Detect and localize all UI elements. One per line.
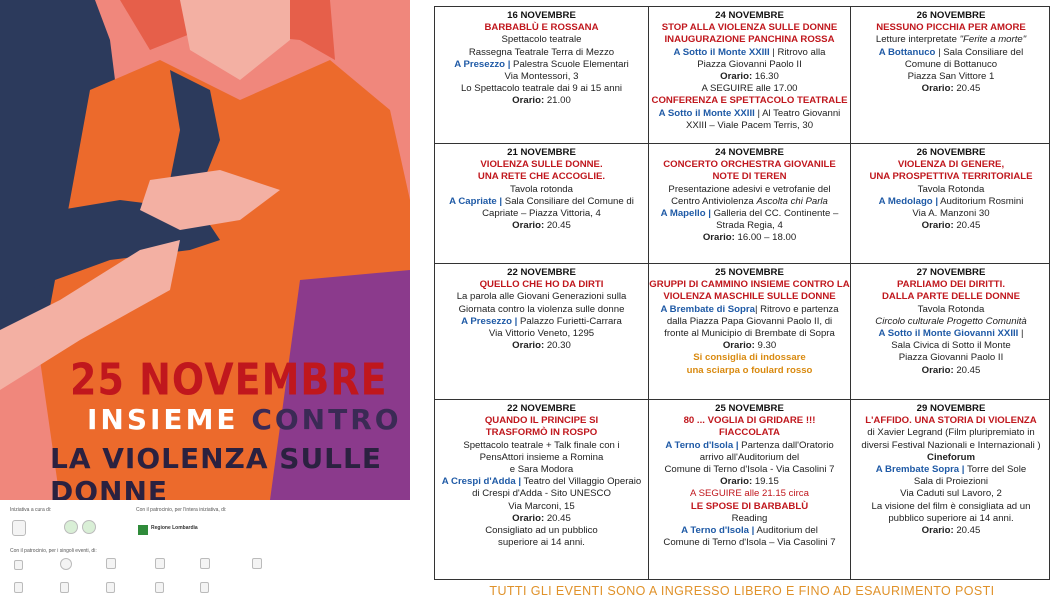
time-value: 16.00 – 18.00 (734, 232, 797, 244)
crest-icon (200, 558, 210, 569)
event-location: A Brembate Sopra | (875, 464, 965, 476)
event-line: Presentazione adesivi e vetrofanie del (668, 183, 831, 195)
regione-name: Regione Lombardia (151, 525, 198, 531)
time-value: 20.45 (953, 220, 981, 232)
time-label: Orario: (720, 476, 753, 488)
event-title: INAUGURAZIONE PANCHINA ROSSA (664, 34, 835, 46)
event-line: La visione del film è consigliata ad un (871, 500, 1031, 512)
time-value: 16.30 (752, 71, 779, 83)
event-line: Tavola Rotonda (917, 183, 985, 195)
logo-icon (60, 558, 72, 570)
event-location-line (649, 108, 850, 120)
crest-icon (155, 558, 165, 569)
time-value: 20.45 (953, 364, 981, 376)
event-date: 25 NOVEMBRE (715, 267, 784, 278)
crest-icon (60, 582, 69, 593)
event-line: Piazza Giovanni Paolo II (898, 352, 1004, 364)
event-time (649, 340, 850, 352)
event-title: BARBABLÙ E ROSSANA (484, 22, 599, 34)
event-title: QUANDO IL PRINCIPE SI (484, 415, 599, 427)
event-line-text: Centro Antiviolenza (671, 195, 757, 207)
event-line: pubblico superiore ai 14 anni. (888, 512, 1014, 524)
time-label: Orario: (720, 71, 753, 83)
event-title: VIOLENZA DI GENERE, (897, 159, 1005, 171)
time-value: 21.00 (544, 95, 571, 107)
event-line: Capriate – Piazza Vittoria, 4 (482, 208, 601, 220)
time-label: Orario: (512, 95, 545, 107)
event-line: Giornata contro la violenza sulle donne (458, 303, 625, 315)
event-line: Tavola Rotonda (917, 303, 985, 315)
time-label: Orario: (921, 364, 954, 376)
poster-title-date: 25 NOVEMBRE (70, 354, 388, 405)
event-date: 26 NOVEMBRE (916, 10, 986, 21)
event-location-line (649, 525, 850, 537)
event-line: fronte al Municipio di Brembate di Sopra (664, 328, 835, 340)
event-cell (435, 400, 648, 581)
event-line: Rassegna Teatrale Terra di Mezzo (468, 46, 615, 58)
event-location-line (435, 196, 648, 208)
event-location: A Mapello | (660, 208, 711, 220)
event-note: una sciarpa o foulard rosso (686, 364, 813, 376)
time-label: Orario: (921, 525, 954, 537)
event-line (851, 34, 1051, 46)
time-label: Orario: (722, 340, 755, 352)
event-cell (649, 144, 850, 263)
time-label: Orario: (512, 340, 545, 352)
event-time (649, 476, 850, 488)
event-line: | (1018, 328, 1024, 340)
event-line: dalla Piazza Papa Giovanni Paolo II, di (666, 315, 833, 327)
event-time (435, 220, 648, 232)
event-time (851, 220, 1051, 232)
event-line: | Ritrovo alla (769, 46, 826, 58)
event-location-line (435, 316, 648, 328)
event-title: CONFERENZA E SPETTACOLO TEATRALE (651, 95, 848, 107)
event-time (851, 83, 1051, 95)
time-value: 20.45 (953, 83, 981, 95)
event-line: Comune di Terno d'Isola – Via Casolini 7 (663, 537, 836, 549)
event-location: A Brembate di Sopra (660, 303, 755, 315)
event-cell (851, 400, 1051, 581)
event-line: Torre del Sole (964, 464, 1027, 476)
crest-icon (155, 582, 164, 593)
event-time (435, 95, 648, 107)
crest-icon (106, 582, 115, 593)
event-title: NOTE DI TEREN (712, 171, 787, 183)
event-location: A Sotto il Monte XXIII (658, 107, 755, 119)
event-line: Comune di Bottanuco (904, 58, 998, 70)
event-line: Sala di Proiezioni (913, 476, 989, 488)
logo-icon (82, 520, 96, 534)
event-note: Si consiglia di indossare (693, 352, 806, 364)
event-date: 24 NOVEMBRE (715, 147, 784, 158)
event-date: 24 NOVEMBRE (715, 10, 784, 21)
footer-notice: TUTTI GLI EVENTI SONO A INGRESSO LIBERO E FINO AD ESAURIMENTO POSTI (489, 584, 995, 598)
event-line-italic: "Ferite a morte" (959, 34, 1027, 46)
event-line: Sala Civica di Sotto il Monte (891, 340, 1011, 352)
event-line: Lo Spettacolo teatrale dai 9 ai 15 anni (460, 83, 623, 95)
poster-line2-part1: INSIEME (87, 403, 252, 436)
event-date: 22 NOVEMBRE (507, 267, 576, 278)
event-line: Via Marconi, 15 (508, 500, 575, 512)
time-value: 19.15 (752, 476, 779, 488)
time-value: 20.45 (544, 512, 571, 524)
event-time (435, 513, 648, 525)
poster-title-line2 (87, 403, 402, 436)
event-title: 80 ... VOGLIA DI GRIDARE !!! (683, 415, 816, 427)
event-cell (435, 7, 648, 143)
event-location: A Sotto il Monte Giovanni XXIII (878, 328, 1019, 340)
event-title: GRUPPI DI CAMMINO INSIEME CONTRO LA (649, 279, 850, 291)
event-line: Auditorium Rosmini (938, 195, 1024, 207)
event-location-line (435, 59, 648, 71)
time-label: Orario: (921, 83, 954, 95)
event-location: A Terno d'Isola | (665, 439, 739, 451)
event-line: Cineforum (927, 451, 975, 463)
event-line: Galleria del CC. Continente – (710, 208, 839, 220)
events-table (434, 6, 1050, 580)
event-title: LE SPOSE DI BARBABLÙ (690, 500, 809, 512)
event-line: Sala Consiliare del Comune di (502, 195, 634, 207)
event-line: A SEGUIRE alle 17.00 (701, 83, 798, 95)
event-location-line (435, 476, 648, 488)
event-line: La parola alle Giovani Generazioni sulla (456, 291, 627, 303)
event-line: Via A. Manzoni 30 (912, 208, 990, 220)
event-line: superiore ai 14 anni. (498, 537, 585, 549)
event-date: 22 NOVEMBRE (507, 403, 576, 414)
event-location-line (649, 440, 850, 452)
crest-icon (14, 582, 23, 593)
event-line: | Ritrovo e partenza (754, 303, 839, 315)
event-location-line (851, 328, 1051, 340)
event-cell (649, 7, 850, 143)
time-value: 20.45 (544, 220, 571, 232)
event-line-italic: Ascolta chi Parla (756, 195, 828, 207)
time-value: 9.30 (754, 340, 777, 352)
crest-icon (12, 520, 26, 536)
event-line: di Crespi d'Adda - Sito UNESCO (472, 488, 611, 500)
event-cell (851, 264, 1051, 399)
event-title: NESSUNO PICCHIA PER AMORE (876, 22, 1026, 34)
time-label: Orario: (702, 232, 735, 244)
event-location-line (649, 47, 850, 59)
event-date: 21 NOVEMBRE (507, 147, 576, 158)
time-value: 20.45 (953, 525, 981, 537)
event-line (649, 196, 850, 208)
event-time (649, 71, 850, 83)
event-title: L'AFFIDO. UNA STORIA DI VIOLENZA (865, 415, 1037, 427)
event-line: Piazza Giovanni Paolo II (697, 58, 802, 70)
event-location-line (851, 464, 1051, 476)
event-line: | Sala Consiliare del (935, 46, 1024, 58)
event-line: e Sara Modora (509, 464, 574, 476)
event-title: VIOLENZA MASCHILE SULLE DONNE (663, 291, 836, 303)
event-line: Strada Regia, 4 (716, 220, 783, 232)
event-line: Piazza San Vittore 1 (907, 71, 995, 83)
event-cell (851, 7, 1051, 143)
event-location: A Crespi d'Adda | (441, 476, 522, 488)
event-location: A Presezzo | (461, 315, 518, 327)
crest-icon (200, 582, 209, 593)
event-time (435, 340, 648, 352)
event-location-line (649, 208, 850, 220)
event-date: 27 NOVEMBRE (916, 267, 986, 278)
event-location-line (649, 304, 850, 316)
event-line: PensAttori insieme a Romina (479, 451, 604, 463)
event-title: STOP ALLA VIOLENZA SULLE DONNE (661, 22, 838, 34)
event-title: FIACCOLATA (719, 427, 780, 439)
event-location: A Capriate | (449, 195, 503, 207)
event-line: Partenza dall'Oratorio (738, 439, 834, 451)
event-date: 16 NOVEMBRE (507, 10, 576, 21)
event-cell (851, 144, 1051, 263)
time-label: Orario: (512, 512, 545, 524)
event-cell (649, 400, 850, 581)
event-location-line (851, 196, 1051, 208)
event-location-line (851, 47, 1051, 59)
event-location: A Terno d'Isola | (681, 525, 755, 537)
event-cell (649, 264, 850, 399)
event-line: Reading (731, 512, 768, 524)
event-line: Spettacolo teatrale (501, 34, 582, 46)
crest-icon (252, 558, 262, 569)
sponsor-logos (0, 500, 420, 604)
event-location: A Bottanuco (878, 46, 936, 58)
event-line: A SEGUIRE alle 21.15 circa (690, 488, 809, 500)
sponsor-label-curated: Iniziativa a cura di: (10, 507, 52, 513)
sponsor-label-patronage: Con il patrocinio, per l'intera iniziativa, di: (136, 507, 227, 513)
crest-icon (106, 558, 116, 569)
event-line: Teatro del Villaggio Operaio (521, 476, 642, 488)
event-line: Auditorium del (754, 525, 818, 537)
event-title: UNA PROSPETTIVA TERRITORIALE (869, 171, 1033, 183)
event-location: A Sotto il Monte XXIII (673, 46, 770, 58)
event-line: diversi Festival Nazionali e Internazionali ) (861, 439, 1041, 451)
event-line: Consigliato ad un pubblico (485, 525, 598, 537)
event-time (851, 525, 1051, 537)
event-date: 26 NOVEMBRE (916, 147, 986, 158)
event-title: PARLIAMO DEI DIRITTI. (896, 279, 1005, 291)
event-date: 25 NOVEMBRE (715, 403, 784, 414)
event-line: Spettacolo teatrale + Talk finale con i (463, 439, 620, 451)
event-line: Via Vittorio Veneto, 1295 (488, 328, 595, 340)
event-line: Via Montessori, 3 (504, 71, 579, 83)
event-line: | Al Teatro Giovanni (754, 107, 841, 119)
time-label: Orario: (512, 220, 545, 232)
event-cell (435, 144, 648, 263)
event-line: XXIII – Viale Pacem Terris, 30 (685, 119, 814, 131)
event-title: QUELLO CHE HO DA DIRTI (479, 279, 604, 291)
event-date: 29 NOVEMBRE (916, 403, 986, 414)
event-line: arrivo all'Auditorium del (699, 451, 800, 463)
event-cell (435, 264, 648, 399)
event-title: UNA RETE CHE ACCOGLIE. (477, 171, 606, 183)
event-title: DALLA PARTE DELLE DONNE (881, 291, 1021, 303)
event-location: A Presezzo | (454, 58, 511, 70)
event-time (649, 232, 850, 244)
event-line: Circolo culturale Progetto Comunità (875, 315, 1027, 327)
event-line-text: Letture interpretate (875, 34, 960, 46)
event-line: Palazzo Furietti-Carrara (517, 315, 622, 327)
event-title: TRASFORMÒ IN ROSPO (485, 427, 598, 439)
regione-logo-icon (138, 525, 148, 535)
time-value: 20.30 (544, 340, 571, 352)
event-time (851, 365, 1051, 377)
event-location: A Medolago | (878, 195, 939, 207)
crest-icon (14, 560, 23, 570)
poster-image (0, 0, 410, 500)
poster-line2-part2: CONTRO (251, 403, 402, 436)
logo-icon (64, 520, 78, 534)
event-title: VIOLENZA SULLE DONNE. (480, 159, 603, 171)
time-label: Orario: (921, 220, 954, 232)
sponsor-label-events: Con il patrocinio, per i singoli eventi, di: (10, 548, 97, 554)
event-title: CONCERTO ORCHESTRA GIOVANILE (663, 159, 836, 171)
event-line: Palestra Scuole Elementari (510, 58, 629, 70)
event-line: Comune di Terno d'Isola - Via Casolini 7 (664, 464, 835, 476)
poster-title-line3: LA VIOLENZA SULLE DONNE (50, 442, 382, 500)
event-line: Via Caduti sul Lavoro, 2 (900, 488, 1002, 500)
event-line: di Xavier Legrand (Film pluripremiato in (867, 427, 1035, 439)
event-line: Tavola rotonda (510, 183, 573, 195)
